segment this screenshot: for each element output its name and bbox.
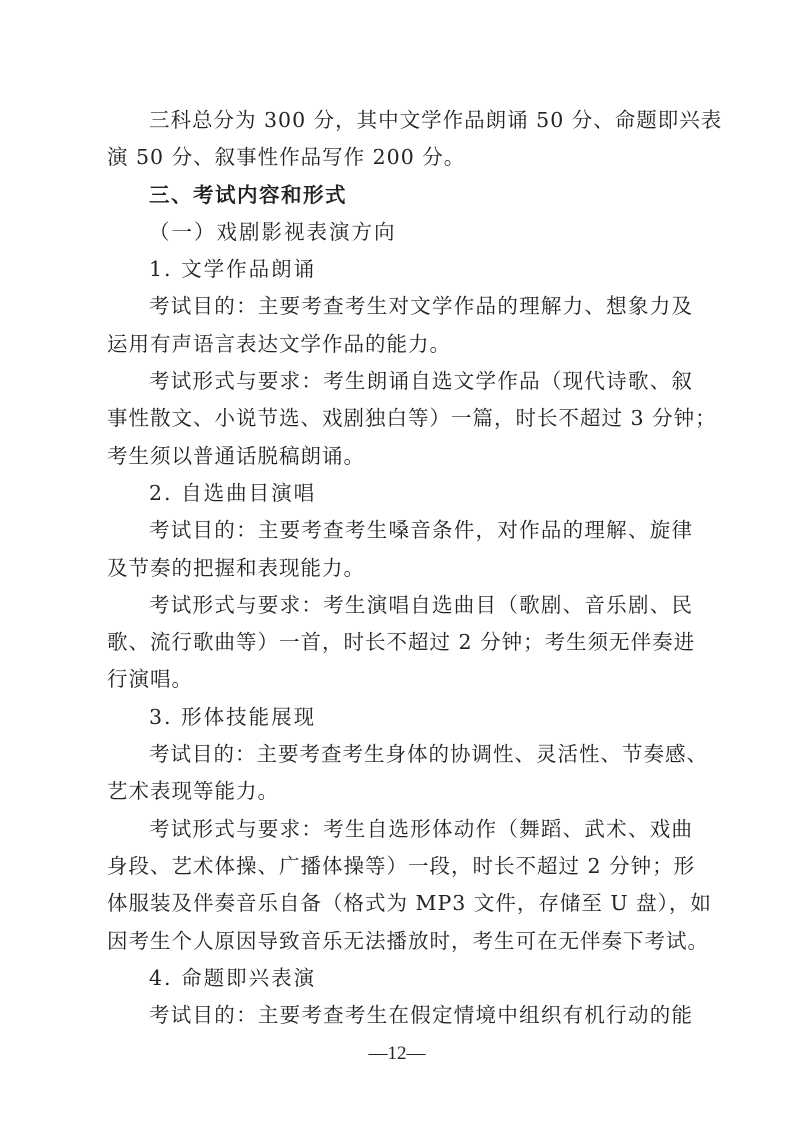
paragraph-line: 考生须以普通话脱稿朗诵。 [107, 443, 365, 468]
item-heading: 3. 形体技能展现 [149, 704, 317, 729]
paragraph-line: 及节奏的把握和表现能力。 [107, 555, 365, 580]
paragraph-line: 运用有声语言表达文学作品的能力。 [107, 331, 451, 356]
paragraph-line: 行演唱。 [107, 667, 193, 692]
document-page [107, 102, 723, 1034]
item-heading: 4. 命题即兴表演 [149, 965, 317, 990]
paragraph-line: 事性散文、小说节选、戏剧独白等）一篇，时长不超过 3 分钟； [107, 406, 717, 431]
paragraph-line: 因考生个人原因导致音乐无法播放时，考生可在无伴奏下考试。 [107, 928, 709, 953]
paragraph-line: 身段、艺术体操、广播体操等）一段，时长不超过 2 分钟；形 [107, 853, 696, 878]
item-heading: 1. 文学作品朗诵 [149, 257, 317, 282]
paragraph-line: 考试目的：主要考查考生身体的协调性、灵活性、节奏感、 [149, 742, 708, 767]
item-heading: 2. 自选曲目演唱 [149, 480, 317, 505]
section-heading: 三、考试内容和形式 [149, 182, 347, 207]
paragraph-line: 演 50 分、叙事性作品写作 200 分。 [107, 145, 466, 170]
paragraph-line: 考试形式与要求：考生朗诵自选文学作品（现代诗歌、叙 [149, 369, 693, 394]
paragraph-line: 艺术表现等能力。 [107, 779, 279, 804]
paragraph-line: 考试目的：主要考查考生嗓音条件，对作品的理解、旋律 [149, 518, 693, 543]
paragraph-line: 考试形式与要求：考生演唱自选曲目（歌剧、音乐剧、民 [149, 592, 693, 617]
paragraph-line: 体服装及伴奏音乐自备（格式为 MP3 文件，存储至 U 盘），如 [107, 891, 712, 916]
page-number: —12— [368, 1043, 426, 1064]
paragraph-line: 考试目的：主要考查考生对文学作品的理解力、想象力及 [149, 294, 693, 319]
paragraph-line: 考试目的：主要考查考生在假定情境中组织有机行动的能 [149, 1003, 693, 1028]
subsection-heading: （一）戏剧影视表演方向 [149, 219, 397, 244]
paragraph-line: 三科总分为 300 分，其中文学作品朗诵 50 分、命题即兴表 [149, 108, 723, 132]
paragraph-line: 考试形式与要求：考生自选形体动作（舞蹈、武术、戏曲 [149, 816, 693, 841]
paragraph-line: 歌、流行歌曲等）一首，时长不超过 2 分钟；考生须无伴奏进 [107, 630, 696, 655]
